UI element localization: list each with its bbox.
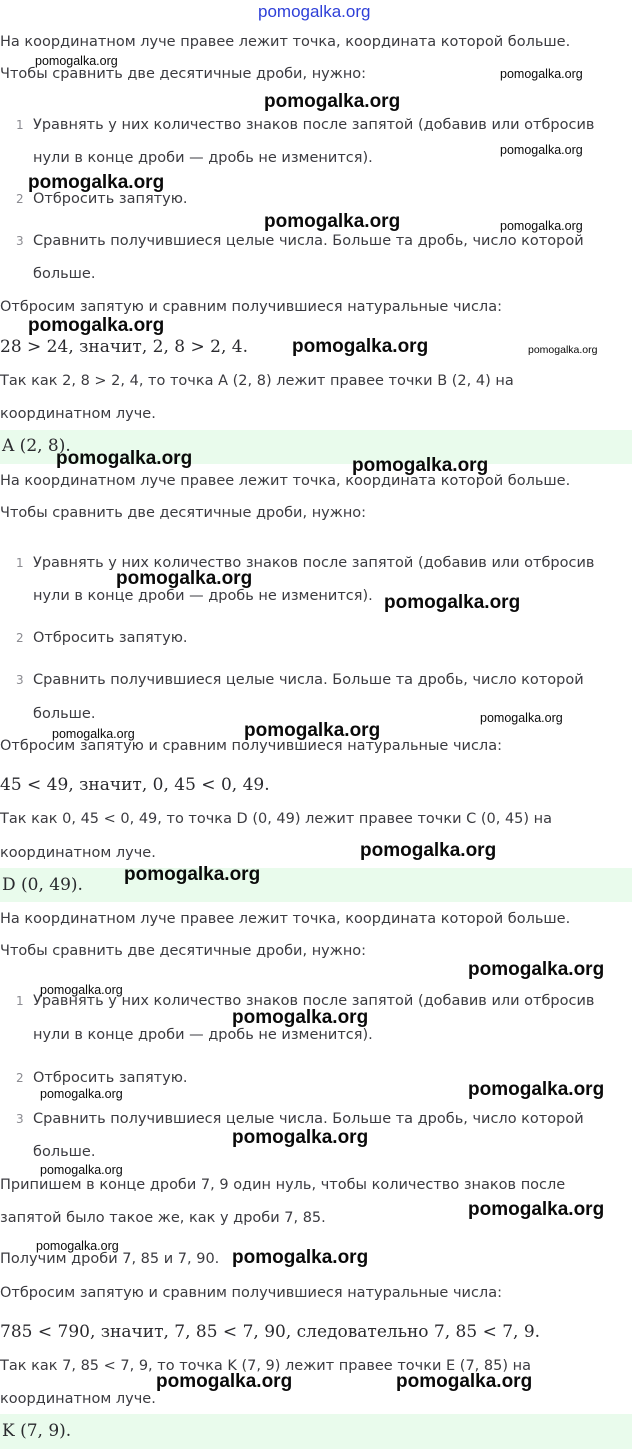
step-text: больше. bbox=[33, 706, 96, 722]
conclusion: координатном луче. bbox=[0, 1391, 156, 1407]
comparison: 45 < 49, значит, 0, 45 < 0, 49. bbox=[0, 775, 270, 795]
watermark: pomogalka.org bbox=[40, 983, 123, 997]
answer-box bbox=[0, 1414, 632, 1449]
watermark: pomogalka.org bbox=[500, 67, 583, 81]
fractions-text: Получим дроби 7, 85 и 7, 90. bbox=[0, 1251, 220, 1267]
watermark: pomogalka.org bbox=[468, 1199, 605, 1220]
watermark: pomogalka.org bbox=[40, 1087, 123, 1101]
step-text: Отбросить запятую. bbox=[33, 630, 188, 646]
answer-text: K (7, 9). bbox=[2, 1421, 72, 1441]
step-text: Сравнить получившиеся целые числа. Больше та дробь, число которой bbox=[33, 1111, 584, 1127]
steps-intro: Чтобы сравнить две десятичные дроби, нужно: bbox=[0, 66, 367, 82]
step-number: 3 bbox=[16, 673, 24, 687]
step-text: Отбросить запятую. bbox=[33, 191, 188, 207]
rule-text: На координатном луче правее лежит точка, координата которой больше. bbox=[0, 911, 571, 927]
watermark: pomogalka.org bbox=[232, 1127, 369, 1148]
watermark: pomogalka.org bbox=[232, 1007, 369, 1028]
drop-comma-text: Отбросим запятую и сравним получившиеся натуральные числа: bbox=[0, 1285, 502, 1301]
conclusion: координатном луче. bbox=[0, 406, 156, 422]
watermark: pomogalka.org bbox=[500, 143, 583, 157]
watermark: pomogalka.org bbox=[292, 336, 429, 357]
steps-intro: Чтобы сравнить две десятичные дроби, нужно: bbox=[0, 505, 367, 521]
watermark: pomogalka.org bbox=[35, 54, 118, 68]
step-number: 1 bbox=[16, 118, 24, 132]
watermark: pomogalka.org bbox=[156, 1371, 293, 1392]
watermark: pomogalka.org bbox=[28, 172, 165, 193]
watermark: pomogalka.org bbox=[244, 720, 381, 741]
watermark: pomogalka.org bbox=[124, 864, 261, 885]
watermark: pomogalka.org bbox=[396, 1371, 533, 1392]
step-text: Сравнить получившиеся целые числа. Больше та дробь, число которой bbox=[33, 672, 584, 688]
watermark: pomogalka.org bbox=[352, 455, 489, 476]
watermark: pomogalka.org bbox=[264, 211, 401, 232]
step-text: Уравнять у них количество знаков после запятой (добавив или отбросив bbox=[33, 555, 595, 571]
watermark: pomogalka.org bbox=[56, 448, 193, 469]
conclusion: координатном луче. bbox=[0, 845, 156, 861]
step-number: 1 bbox=[16, 994, 24, 1008]
watermark: pomogalka.org bbox=[384, 592, 521, 613]
answer-text: A (2, 8). bbox=[2, 436, 71, 456]
step-number: 2 bbox=[16, 192, 24, 206]
step-number: 1 bbox=[16, 556, 24, 570]
rule-text: На координатном луче правее лежит точка, координата которой больше. bbox=[0, 34, 571, 50]
step-text: нули в конце дроби — дробь не изменится). bbox=[33, 150, 373, 166]
steps-intro: Чтобы сравнить две десятичные дроби, нужно: bbox=[0, 943, 367, 959]
watermark: pomogalka.org bbox=[36, 1239, 119, 1253]
comparison: 28 > 24, значит, 2, 8 > 2, 4. bbox=[0, 337, 248, 357]
watermark: pomogalka.org bbox=[40, 1163, 123, 1177]
step-text: нули в конце дроби — дробь не изменится). bbox=[33, 588, 373, 604]
watermark: pomogalka.org bbox=[528, 344, 598, 356]
conclusion: Так как 0, 45 < 0, 49, то точка D (0, 49) лежит правее точки C (0, 45) на bbox=[0, 811, 553, 827]
step-text: Сравнить получившиеся целые числа. Больше та дробь, число которой bbox=[33, 233, 584, 249]
step-text: Отбросить запятую. bbox=[33, 1070, 188, 1086]
append-zero-text: запятой было такое же, как у дроби 7, 85. bbox=[0, 1210, 326, 1226]
drop-comma-text: Отбросим запятую и сравним получившиеся натуральные числа: bbox=[0, 738, 502, 754]
watermark: pomogalka.org bbox=[28, 315, 165, 336]
step-text: Уравнять у них количество знаков после запятой (добавив или отбросив bbox=[33, 993, 595, 1009]
watermark: pomogalka.org bbox=[264, 91, 401, 112]
step-number: 3 bbox=[16, 1112, 24, 1126]
watermark: pomogalka.org bbox=[116, 568, 253, 589]
step-text: Уравнять у них количество знаков после запятой (добавив или отбросив bbox=[33, 117, 595, 133]
answer-box bbox=[0, 868, 632, 902]
step-number: 3 bbox=[16, 234, 24, 248]
watermark: pomogalka.org bbox=[360, 840, 497, 861]
step-number: 2 bbox=[16, 631, 24, 645]
watermark: pomogalka.org bbox=[52, 727, 135, 741]
watermark: pomogalka.org bbox=[500, 219, 583, 233]
answer-text: D (0, 49). bbox=[2, 875, 83, 895]
rule-text: На координатном луче правее лежит точка, координата которой больше. bbox=[0, 473, 571, 489]
watermark: pomogalka.org bbox=[468, 959, 605, 980]
watermark: pomogalka.org bbox=[468, 1079, 605, 1100]
comparison: 785 < 790, значит, 7, 85 < 7, 90, следовательно 7, 85 < 7, 9. bbox=[0, 1322, 541, 1342]
step-text: больше. bbox=[33, 1144, 96, 1160]
watermark-link[interactable]: pomogalka.org bbox=[258, 2, 371, 21]
drop-comma-text: Отбросим запятую и сравним получившиеся натуральные числа: bbox=[0, 299, 502, 315]
step-text: больше. bbox=[33, 266, 96, 282]
watermark: pomogalka.org bbox=[480, 711, 563, 725]
conclusion: Так как 2, 8 > 2, 4, то точка A (2, 8) лежит правее точки B (2, 4) на bbox=[0, 373, 514, 389]
step-text: нули в конце дроби — дробь не изменится). bbox=[33, 1027, 373, 1043]
append-zero-text: Припишем в конце дроби 7, 9 один нуль, чтобы количество знаков после bbox=[0, 1177, 566, 1193]
watermark: pomogalka.org bbox=[232, 1247, 369, 1268]
step-number: 2 bbox=[16, 1071, 24, 1085]
conclusion: Так как 7, 85 < 7, 9, то точка K (7, 9) лежит правее точки E (7, 85) на bbox=[0, 1358, 531, 1374]
